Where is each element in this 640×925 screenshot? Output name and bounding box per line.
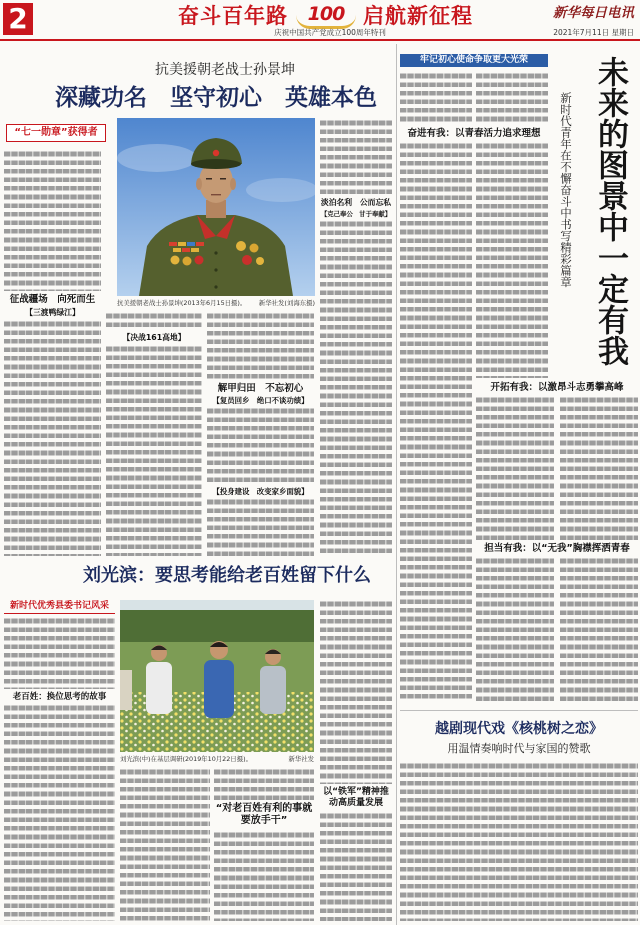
article-headline: 越剧现代戏《核桃树之恋》	[435, 721, 603, 737]
section-heading: 担当有我：以“无我”胸襟挥洒青春	[484, 543, 630, 554]
section-divider	[400, 710, 638, 711]
body-text-block	[4, 150, 101, 291]
body-text-block	[320, 600, 392, 784]
section-heading: 以“铁军”精神推动高质量发展	[323, 787, 389, 808]
section-heading: 老百姓：换位思考的故事	[12, 692, 107, 702]
subsection-heading: 【克己奉公 甘于奉献】	[320, 210, 392, 218]
body-text-block	[207, 312, 314, 380]
photo-credit: 新华社发(刘海东摄)	[258, 299, 315, 307]
body-text-block	[214, 768, 314, 800]
column-label: 新时代优秀县委书记风采	[4, 600, 115, 614]
section-heading: 解甲归田 不忘初心	[217, 383, 304, 394]
body-text-block	[400, 72, 472, 125]
special-title-right: 启航新征程	[363, 4, 473, 28]
page-number: 2	[3, 3, 33, 35]
body-text-block	[320, 812, 392, 921]
subsection-heading: 【投身建设 改变家乡面貌】	[212, 487, 309, 496]
body-text-block	[560, 396, 638, 540]
body-text-block	[4, 617, 115, 689]
article-kicker: 抗美援朝老战士孙景坤	[155, 62, 295, 78]
body-text-block	[320, 119, 392, 194]
issue-date: 2021年7月11日 星期日	[553, 28, 634, 37]
body-text-block	[4, 704, 115, 921]
body-text-block	[106, 312, 202, 330]
centenary-logo: 100	[296, 2, 356, 29]
body-text-block	[207, 407, 314, 484]
article-headline: 未来的图景中一定有我	[592, 56, 628, 366]
body-text-block	[320, 220, 392, 556]
photo-frame	[117, 118, 315, 296]
body-text-block	[476, 72, 548, 125]
body-text-block	[476, 557, 554, 702]
section-heading: 征战疆场 向死而生	[9, 294, 96, 305]
masthead-logo: 新华每日电讯	[553, 5, 634, 21]
body-text-block	[214, 831, 314, 921]
body-text-block	[476, 142, 548, 378]
header-rule	[0, 39, 640, 41]
body-text-block	[207, 498, 314, 556]
column-banner: 牢记初心使命争取更大光荣	[400, 54, 548, 67]
article-headline: 刘光滨：要思考能给老百姓留下什么	[83, 565, 371, 586]
subsection-heading: 【复员回乡 绝口不谈功绩】	[212, 396, 309, 405]
body-text-block	[106, 345, 202, 556]
photo-frame	[120, 600, 314, 752]
section-heading: 开拓有我：以激昂斗志勇攀高峰	[490, 382, 624, 393]
subsection-heading: 【三渡鸭绿江】	[25, 308, 80, 317]
subsection-heading: 【决战161高地】	[122, 333, 186, 342]
article-headline: 深藏功名 坚守初心 英雄本色	[55, 85, 377, 111]
photo-credit: 新华社发	[288, 755, 314, 763]
photo-caption: 抗美援朝老战士孙景坤(2013年6月15日摄)。	[117, 299, 247, 307]
body-text-block	[476, 396, 554, 540]
photo-liu-guangbin	[120, 600, 314, 752]
special-title-left: 奋斗百年路	[178, 4, 288, 28]
article-subtitle: 用温情奏响时代与家国的赞歌	[447, 742, 591, 755]
section-heading: “对老百姓有利的事就要放手干”	[215, 803, 313, 826]
column-divider	[396, 44, 397, 925]
photo-caption: 刘光滨(中)在基层调研(2019年10月22日摄)。	[120, 755, 252, 763]
body-text-block	[560, 557, 638, 702]
medal-badge: “七一勋章”获得者	[6, 124, 106, 142]
article-deck: 新时代青年在不懈奋斗中书写精彩篇章	[559, 92, 573, 288]
body-text-block	[4, 320, 101, 556]
special-subtitle: 庆祝中国共产党成立100周年特刊	[274, 28, 386, 37]
body-text-block	[400, 762, 638, 921]
section-heading: 奋进有我：以青春活力追求理想	[407, 128, 541, 139]
photo-sun-jingkun	[117, 118, 315, 296]
section-heading: 淡泊名利 公而忘私	[320, 198, 392, 207]
body-text-block	[120, 768, 210, 921]
body-text-block	[400, 142, 472, 702]
